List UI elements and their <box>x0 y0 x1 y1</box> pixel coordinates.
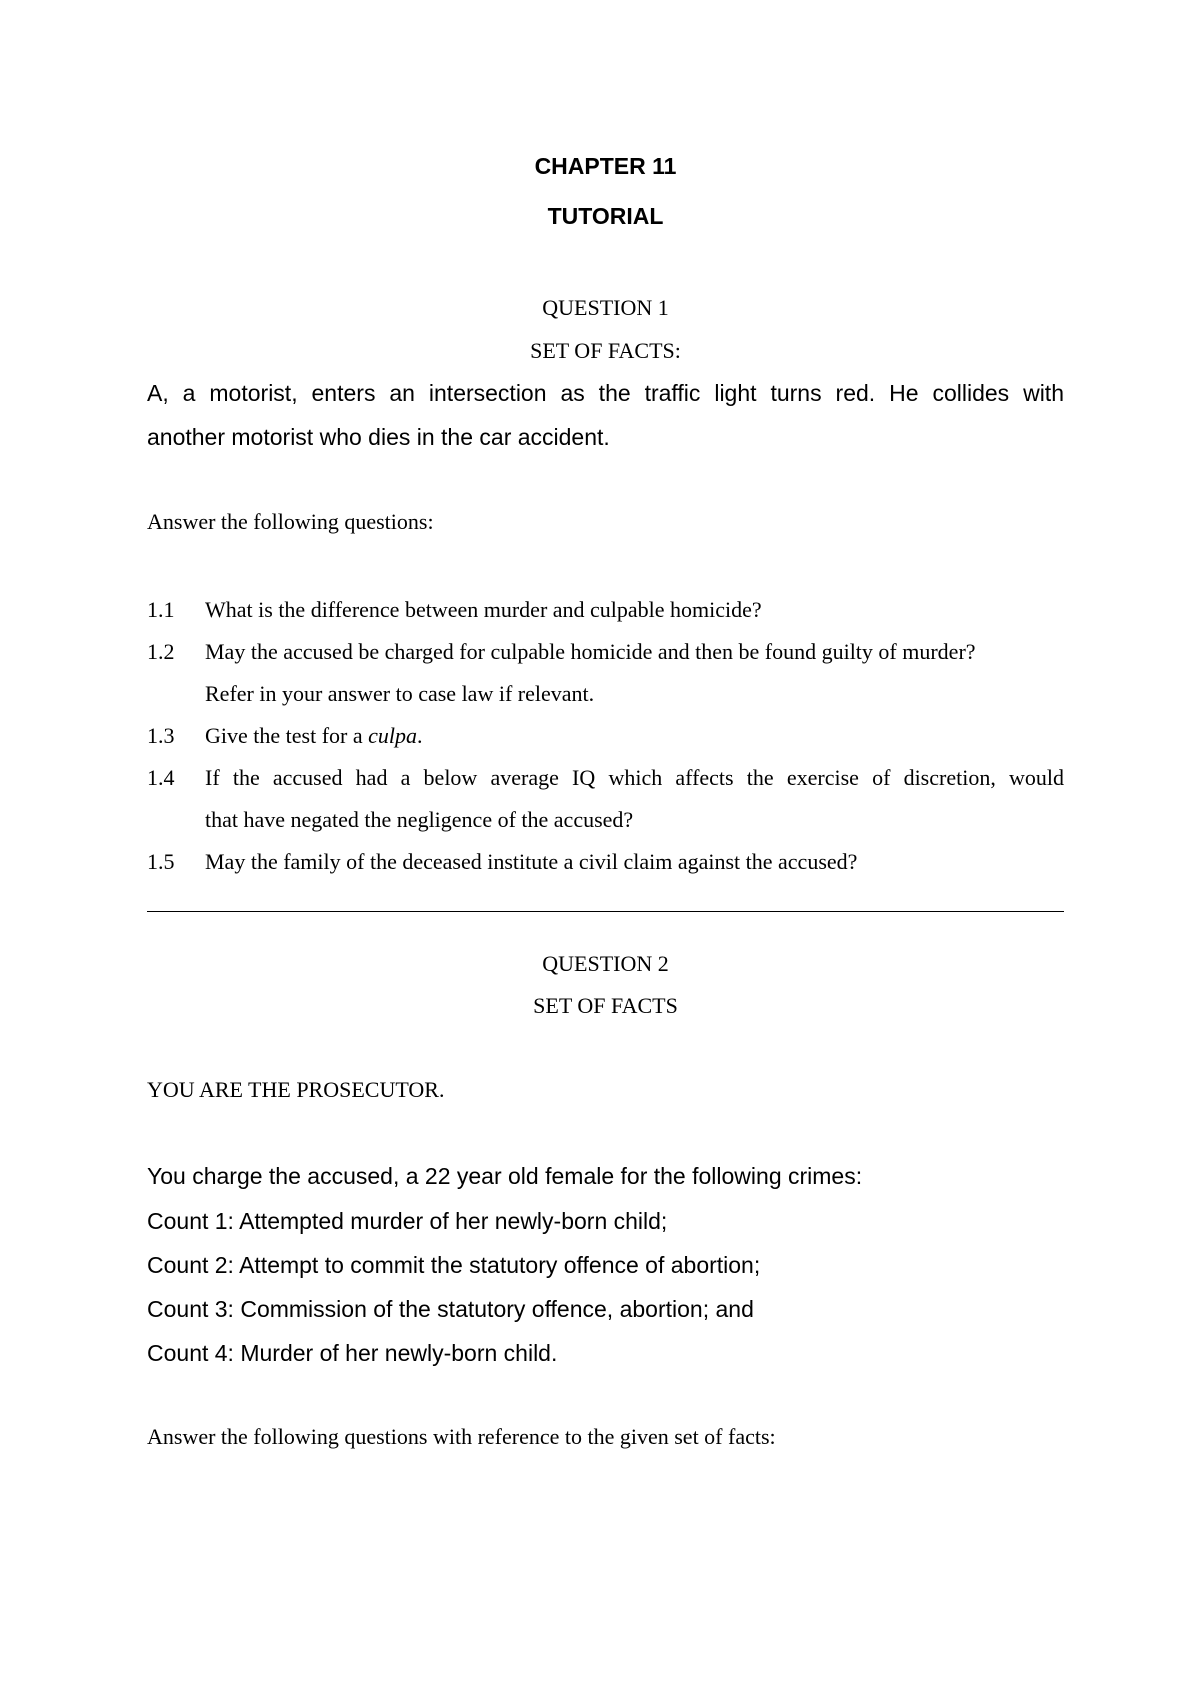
question2-instruction: Answer the following questions with reference to the given set of facts: <box>147 1424 776 1449</box>
item-text-italic: culpa <box>368 723 417 748</box>
count-item: Count 3: Commission of the statutory offence, abortion; and <box>147 1296 754 1322</box>
question1-facts <box>147 371 1064 459</box>
count-item: Count 2: Attempt to commit the statutory offence of abortion; <box>147 1252 761 1278</box>
question2-title: QUESTION 2 <box>542 951 669 976</box>
item-number: 1.3 <box>147 723 175 748</box>
item-text: May the family of the deceased institute a civil claim against the accused? <box>205 849 858 874</box>
list-item <box>147 841 1064 883</box>
item-text-before: Give the test for a <box>205 723 369 748</box>
count-item: Count 1: Attempted murder of her newly-born child; <box>147 1208 668 1234</box>
item-text <box>205 757 1064 841</box>
item-text <box>205 715 1064 757</box>
item-text: What is the difference between murder and culpable homicide? <box>205 597 762 622</box>
item-number: 1.2 <box>147 639 175 664</box>
list-item <box>147 631 1064 715</box>
count-item: Count 4: Murder of her newly-born child. <box>147 1340 558 1366</box>
question1-title: QUESTION 1 <box>542 295 669 320</box>
item-number: 1.5 <box>147 849 175 874</box>
chapter-heading: CHAPTER 11 <box>534 153 677 179</box>
list-item <box>147 757 1064 841</box>
document-page <box>147 0 1064 1696</box>
item-text-line2: Refer in your answer to case law if relevant. <box>205 681 595 706</box>
question1-list <box>147 589 1064 883</box>
item-text-line1: If the accused had a below average IQ which affects the exercise of discretion, would <box>205 765 1064 790</box>
item-text-after: . <box>417 723 423 748</box>
question2-subtitle: SET OF FACTS <box>533 993 678 1018</box>
question2-charge-intro: You charge the accused, a 22 year old female for the following crimes: <box>147 1163 863 1189</box>
item-text <box>205 631 1064 715</box>
list-item <box>147 715 1064 757</box>
question1-instruction: Answer the following questions: <box>147 509 434 534</box>
question1-subtitle: SET OF FACTS: <box>530 338 681 363</box>
item-text-line2: that have negated the negligence of the accused? <box>205 807 634 832</box>
count-list <box>147 1199 1064 1375</box>
item-text-line1: May the accused be charged for culpable homicide and then be found guilty of murder? <box>205 639 976 664</box>
list-item <box>147 589 1064 631</box>
tutorial-heading: TUTORIAL <box>547 203 664 229</box>
item-number: 1.1 <box>147 597 175 622</box>
question2-role: YOU ARE THE PROSECUTOR. <box>147 1077 445 1102</box>
question1-facts-line2: another motorist who dies in the car accident. <box>147 424 610 450</box>
section-divider <box>147 911 1064 912</box>
item-number: 1.4 <box>147 765 175 790</box>
question1-facts-line1: A, a motorist, enters an intersection as the traffic light turns red. He collides with <box>147 380 1064 406</box>
